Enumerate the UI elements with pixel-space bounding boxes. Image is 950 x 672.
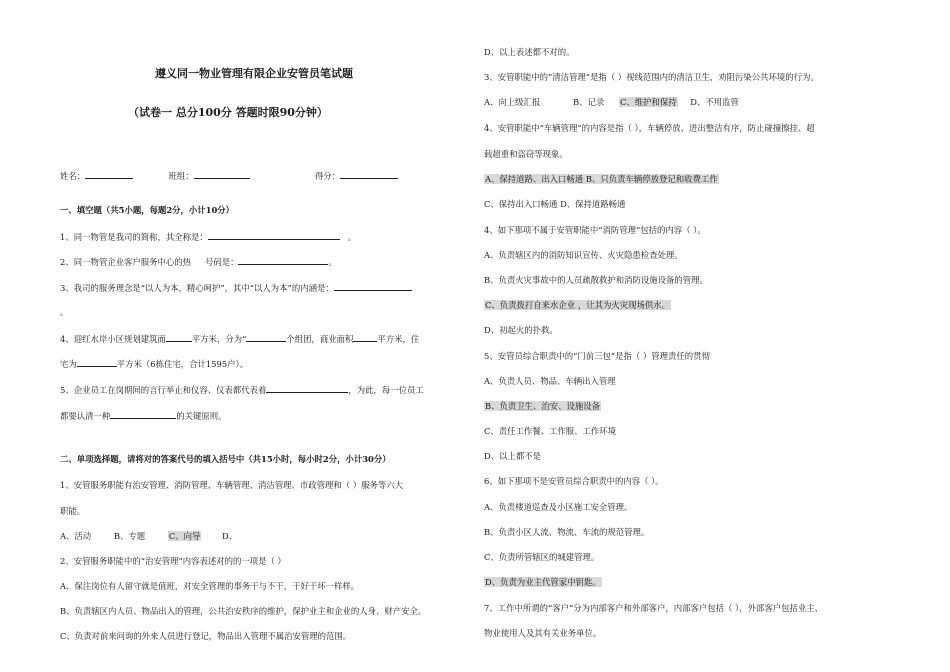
blank-3[interactable] bbox=[334, 281, 412, 291]
section1-heading: 一、填空题（共5小题，每题2分，小计10分） bbox=[60, 205, 235, 215]
right-question-4b: 4、如下那项不属于安管职能中“消防管理”包括的内容（ ）。 bbox=[484, 225, 706, 235]
right-question-3: 3、安管职能中的“清洁管理”是指（ ）视线范围内的清洁卫生，劝阻污染公共环境的行为。 bbox=[484, 72, 819, 82]
choice-question-2-b[interactable]: B、负责辖区内人员、物品出入的管理，公共治安秩序的维护，保护业主和企业的人身、财产安全。 bbox=[60, 606, 427, 616]
blank-4b[interactable] bbox=[246, 332, 286, 342]
fill-question-2: 2、同一物管企业客户服务中心的热 号码是： 。 bbox=[60, 257, 337, 267]
right-option-b4[interactable]: B、负责小区人流、物流、车流的规范管理。 bbox=[484, 527, 650, 537]
right-option-a2[interactable]: A、负责辖区内的消防知识宣传、火灾隐患检查处理。 bbox=[484, 250, 683, 260]
right-question-4: 4、安管职能中“车辆管理”的内容是指（ ），车辆停放、进出整洁有序，防止碰撞擦挂、超 bbox=[484, 123, 815, 133]
fill-question-3: 3、我司的服务理念是“以人为本，精心呵护”，其中“以人为本”的内涵是： bbox=[60, 281, 412, 294]
right-option-a4[interactable]: A、负责楼道巡查及小区施工安全管理。 bbox=[484, 502, 633, 512]
right-option-d4[interactable]: D、负责为业主代管家中钥匙。 bbox=[485, 577, 601, 587]
class-label: 班组： bbox=[168, 171, 194, 181]
choice-question-1-cont: 职能。 bbox=[60, 506, 86, 516]
option-d[interactable]: D、 bbox=[222, 531, 238, 541]
right-option-c2[interactable]: C、负责拨打自来水企业 ，让其为火灾现场供水。 bbox=[485, 300, 670, 310]
blank-4a[interactable] bbox=[166, 332, 192, 342]
blank-4d[interactable] bbox=[77, 357, 117, 367]
fill-question-1: 1、同一物管是我司的简称，其全称是： 。 bbox=[60, 232, 357, 242]
choice-question-2: 2、安管服务职能中的“治安管理”内容表述对的的一项是（ ） bbox=[60, 556, 286, 566]
fill-question-5-cont: 都要认清一种 的关键原则。 bbox=[60, 411, 227, 421]
right-option-d2[interactable]: D、初起火的扑救。 bbox=[484, 325, 558, 335]
exam-title: 遵义同一物业管理有限企业安管员笔试题 bbox=[155, 67, 353, 80]
right-option-cd[interactable]: C、保持出入口畅通 D、保持道路畅通 bbox=[484, 199, 626, 209]
right-question-7-cont: 物业使用人及其有关业务单位。 bbox=[484, 628, 602, 638]
right-question-4-cont: 载超重和盗窃等现象。 bbox=[484, 149, 568, 159]
section2-heading: 二、单项选择题，请将对的答案代号的填入括号中（共15小时，每小时2分，小计30分） bbox=[60, 454, 391, 464]
choice-question-2-a[interactable]: A、保注岗位有人留守就是值班，对安全管理的事务干与不干，干好干坏一样样。 bbox=[60, 581, 360, 591]
right-option-c3[interactable]: C、责任工作餐、工作服、工作环境 bbox=[484, 426, 617, 436]
option-a[interactable]: A、向上级汇报 bbox=[484, 97, 541, 107]
option-a[interactable]: A、活动 bbox=[60, 531, 92, 541]
option-b[interactable]: B、记录 bbox=[572, 97, 605, 107]
option-b[interactable]: B、专题 bbox=[113, 531, 146, 541]
fill-question-5: 5、企业员工在岗期间的言行举止和仪容、仪表都代表着 ，为此，每一位员工 bbox=[60, 385, 424, 395]
choice-question-2-c[interactable]: C、负责对前来问询的外来人员进行登记，物品出入管理不属治安管理的范围。 bbox=[60, 631, 352, 641]
score-field[interactable] bbox=[340, 169, 398, 179]
right-option-b2[interactable]: B、负责火灾事故中的人员疏散救护和消防设施设备的管理。 bbox=[484, 275, 708, 285]
exam-subtitle: （试卷一 总分100分 答题时限90分钟） bbox=[128, 106, 328, 119]
fill-question-3-end: 。 bbox=[60, 307, 69, 317]
right-question-6: 6、如下那项不是安管员综合职责中的内容（ ）。 bbox=[484, 476, 664, 486]
name-label: 姓名： bbox=[60, 171, 86, 181]
blank-2[interactable] bbox=[238, 255, 328, 265]
option-d[interactable]: D、不用监管 bbox=[690, 97, 739, 107]
right-option-d3[interactable]: D、以上都不是 bbox=[484, 451, 541, 461]
right-option-a3[interactable]: A、负责人员、物品、车辆出入管理 bbox=[484, 376, 616, 386]
fill-question-4-cont: 宅为 平方米（6栋住宅，合计1595户）。 bbox=[60, 359, 249, 369]
blank-5b[interactable] bbox=[110, 409, 176, 419]
right-option-c4[interactable]: C、负责所管辖区的城建管理。 bbox=[484, 552, 600, 562]
blank-4c[interactable] bbox=[353, 332, 377, 342]
choice-question-1-options bbox=[60, 531, 237, 542]
right-question-5: 5、安管员综合职责中的“门前三包”是指（ ）管理责任的贯彻 bbox=[484, 351, 710, 361]
name-field[interactable] bbox=[85, 169, 133, 179]
choice-question-1: 1、安管服务职能有治安管理、消防管理、车辆管理、消洁管理、市政管理和（ ）服务等六大 bbox=[60, 480, 403, 490]
right-question-7: 7、工作中所谓的“客户”分为内部客户和外部客户，内部客户包括（ ），外部客户包括业主、 bbox=[484, 603, 823, 613]
blank-5a[interactable] bbox=[266, 383, 348, 393]
option-c[interactable]: C、维护和保持 bbox=[619, 97, 677, 107]
right-option-b3[interactable]: B、负责卫生、治安、设施设备 bbox=[485, 401, 601, 411]
fill-question-4: 4、迎红水岸小区规划建筑面 平方米，分为“ 个组团，商业面积 平方米，住 bbox=[60, 334, 420, 344]
right-line-1[interactable]: D、以上表述都不对的。 bbox=[484, 47, 575, 57]
score-label: 得分： bbox=[314, 171, 341, 181]
right-option-ab[interactable]: A、保持道路、出入口畅通 B、只负责车辆停放登记和收费工作 bbox=[485, 174, 718, 184]
info-line bbox=[60, 169, 398, 182]
option-c[interactable]: C、向导 bbox=[168, 531, 201, 541]
class-field[interactable] bbox=[194, 169, 250, 179]
right-question-3-options bbox=[484, 97, 739, 108]
blank-1[interactable] bbox=[208, 230, 340, 240]
